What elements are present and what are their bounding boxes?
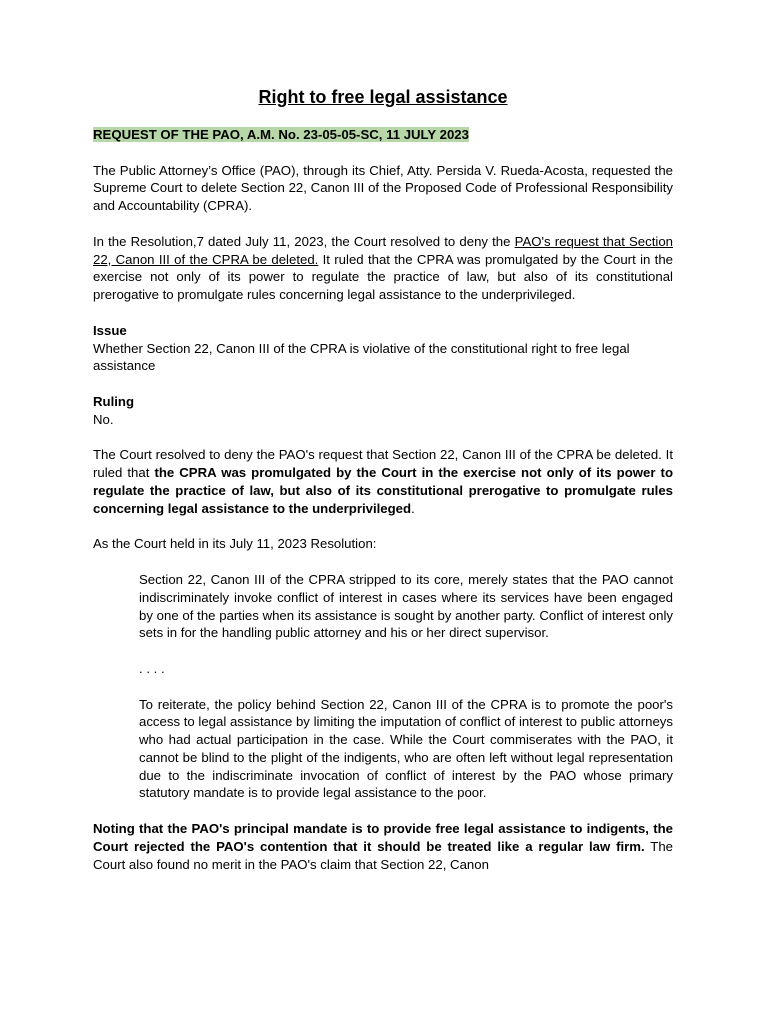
- ruling-detail-bold: the CPRA was promulgated by the Court in the exercise not only of its power to regulate the practice of law, but also of its constitutional prerogative to promulgate rules concerning legal assistance to the underprivileged: [93, 465, 674, 516]
- ruling-detail-post: .: [411, 500, 415, 516]
- ruling-text: No.: [93, 411, 114, 427]
- quote-paragraph-1: Section 22, Canon III of the CPRA stripped to its core, merely states that the PAO cannot indiscriminately invoke conflict of interest in cases where its services have been engaged by one of the parties when its assistance is sought by another party. Conflict of interest only sets in for the handling public attorney and his or her direct supervisor.: [139, 571, 673, 641]
- ruling-detail-pre: The Court resolved to deny the PAO's request that Section 22, Canon III of the CPRA be deleted. It ruled that: [93, 447, 673, 481]
- issue-text: Whether Section 22, Canon III of the CPRA is violative of the constitutional right to free legal assistance: [93, 340, 630, 374]
- noting-bold: Noting that the PAO's principal mandate is to provide free legal assistance to indigents, the Court rejected the PAO's contention that it should be treated like a regular law firm.: [93, 821, 673, 854]
- quote-paragraph-2: To reiterate, the policy behind Section 22, Canon III of the CPRA is to promote the poor's access to legal assistance by limiting the imputation of conflict of interest to public attorneys who had actual participation in the case. While the Court commiserates with the PAO, it cannot be blind to the plight of the indigents, who are often left without legal representation due to the indiscriminate invocation of conflict of interest by the PAO whose primary statutory mandate is to provide legal assistance to the poor.: [139, 696, 673, 801]
- section-heading: REQUEST OF THE PAO, A.M. No. 23-05-05-SC, 11 JULY 2023: [93, 127, 469, 142]
- issue-label: Issue: [93, 322, 127, 338]
- paragraph-noting: [93, 820, 673, 873]
- document-page: [93, 84, 673, 873]
- noting-post: The Court also found no merit in the PAO's claim that Section 22, Canon: [93, 838, 673, 872]
- issue-section: [93, 322, 673, 375]
- paragraph-ruling-detail: [93, 446, 673, 517]
- paragraph-as-held: As the Court held in its July 11, 2023 Resolution:: [93, 536, 377, 552]
- resolution-text-post: It ruled that the CPRA was promulgated by the Court in the exercise not only of its power to regulate the practice of law, but also of its constitutional prerogative to promulgate rules concerning legal assistance to the underprivileged.: [93, 251, 673, 303]
- resolution-text-pre: In the Resolution,7 dated July 11, 2023, the Court resolved to deny the: [93, 233, 515, 249]
- paragraph-resolution: [93, 233, 673, 304]
- ruling-label: Ruling: [93, 393, 135, 409]
- section-heading-line: [93, 126, 673, 144]
- quote-ellipsis: . . . .: [139, 660, 165, 676]
- ruling-section: [93, 393, 673, 429]
- paragraph-request: The Public Attorney’s Office (PAO), through its Chief, Atty. Persida V. Rueda-Acosta, requested the Supreme Court to delete Section 22, Canon III of the Proposed Code of Professional Responsibility and Accountability (CPRA).: [93, 162, 673, 214]
- document-title: Right to free legal assistance: [258, 87, 508, 107]
- resolution-underlined-text: PAO's request that Section 22, Canon III of the CPRA be deleted.: [93, 233, 673, 267]
